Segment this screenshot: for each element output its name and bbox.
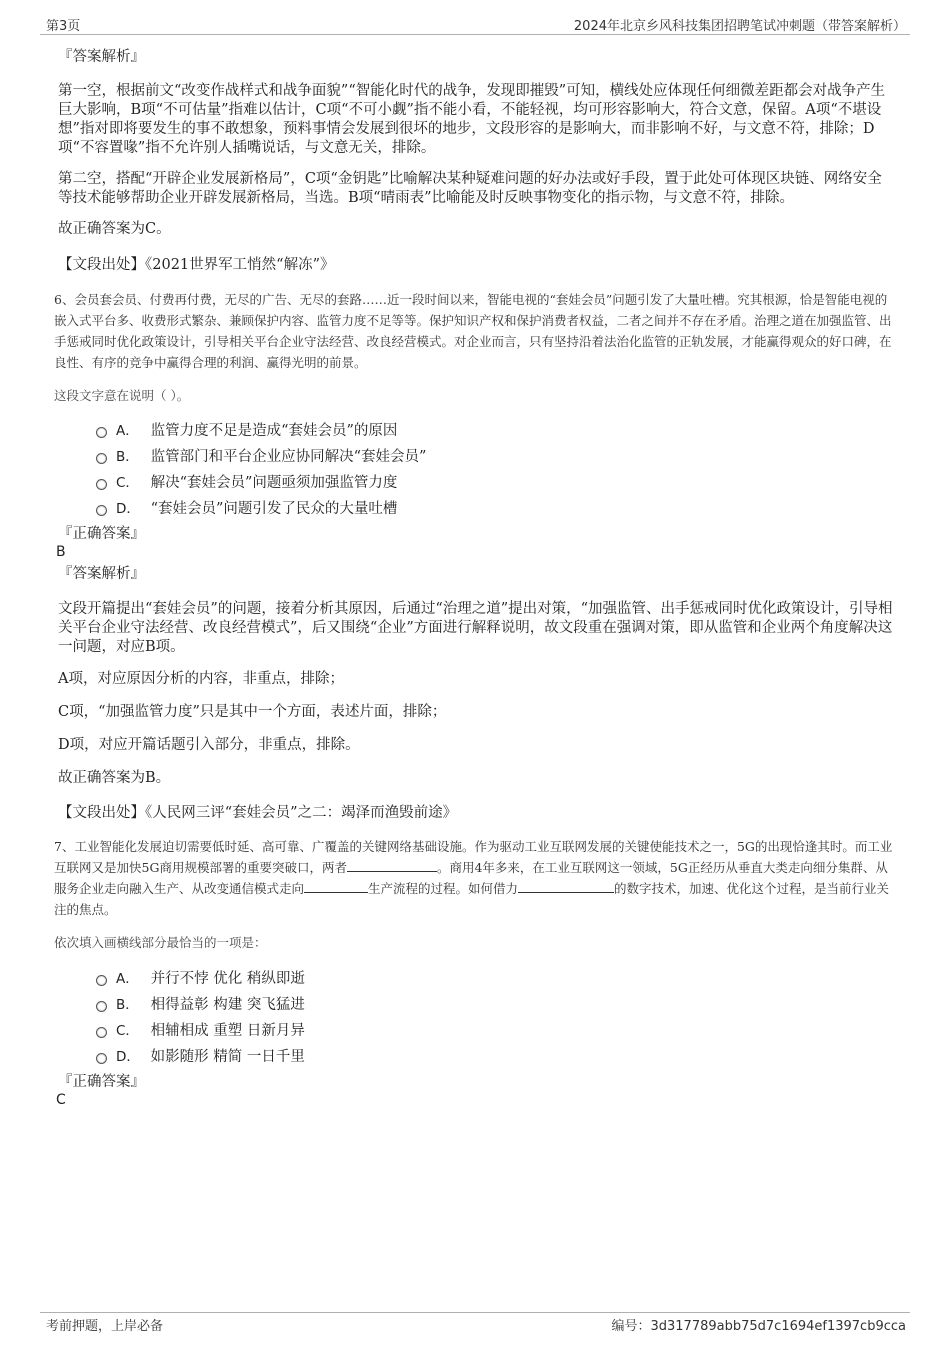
q7-blank-3 xyxy=(518,878,614,893)
page-number: 第3页 xyxy=(46,19,81,34)
q6-analysis-title: 『答案解析』 xyxy=(58,566,145,582)
radio-icon[interactable] xyxy=(96,975,107,986)
radio-icon[interactable] xyxy=(96,1053,107,1064)
option-text: 相得益彰 构建 突飞猛进 xyxy=(150,997,305,1013)
q6-options xyxy=(58,418,898,522)
option-text: “套娃会员”问题引发了民众的大量吐槽 xyxy=(150,501,398,517)
q5-analysis-para1: 第一空，根据前文“改变作战样式和战争面貌”“智能化时代的战争，发现即摧毁”可知，横线处应体现任何细微差距都会对战争产生巨大影响，B项“不可估量”指难以估计，C项“不可小觑”指不能小看，不能轻视，均可形容影响大，符合文意，保留。A项“不堪设想”指对即将要发生的事不敢想象，预料事情会发展到很坏的地步，文段形容的是影响大，而非影响不好，与文意不符，排除；D项“不容置喙”指不允许别人插嘴说话，与文意无关，排除。 xyxy=(58,83,886,156)
option-text: 相辅相成 重塑 日新月异 xyxy=(150,1023,305,1039)
radio-icon[interactable] xyxy=(96,479,107,490)
q5-analysis-title: 『答案解析』 xyxy=(58,49,145,65)
document-title: 2024年北京乡风科技集团招聘笔试冲刺题（带答案解析） xyxy=(573,19,906,34)
page-footer xyxy=(40,1312,910,1334)
q6-conclusion: 故正确答案为B。 xyxy=(58,770,171,786)
q7-stem-part1: 7、工业智能化发展迫切需要低时延、高可靠、广覆盖的关键网络基础设施。作为驱动工业互联网发展的关键使能技术之一，5G的出现恰逢其时。而工业互联网又是加快5G商用规模部署的重要突破口，两者 xyxy=(54,839,893,875)
q5-source: 【文段出处】《2021世界军工悄然“解冻”》 xyxy=(58,257,335,273)
radio-icon[interactable] xyxy=(96,1027,107,1038)
q6-option-d[interactable] xyxy=(58,496,898,522)
q6-analysis-d: D项，对应开篇话题引入部分，非重点，排除。 xyxy=(58,737,360,753)
q6-analysis-para1: 文段开篇提出“套娃会员”的问题，接着分析其原因，后通过“治理之道”提出对策，“加强监管、出手惩戒同时优化政策设计，引导相关平台企业守法经营、改良经营模式”，后又围绕“企业”方面进行解释说明，故文段重在强调对策，即从监管和企业两个角度解决这一问题，对应B项。 xyxy=(58,601,893,655)
q7-options xyxy=(58,966,898,1070)
option-text: 解决“套娃会员”问题亟须加强监管力度 xyxy=(150,475,398,491)
q7-ask: 依次填入画横线部分最恰当的一项是： xyxy=(54,935,267,950)
q7-stem xyxy=(54,836,897,920)
q7-blank-1 xyxy=(347,857,437,872)
q6-stem: 6、会员套会员、付费再付费，无尽的广告、无尽的套路……近一段时间以来，智能电视的“套娃会员”问题引发了大量吐槽。究其根源，恰是智能电视的嵌入式平台多、收费形式繁杂、兼顾保护内容、监管力度不足等等。保护知识产权和保护消费者权益，二者之间并不存在矛盾。治理之道在加强监管、出手惩戒同时优化政策设计，引导相关平台企业守法经营、改良经营模式。对企业而言，只有坚持沿着法治化监管的正轨发展，才能赢得观众的好口碑，在良性、有序的竞争中赢得合理的利润、赢得光明的前景。 xyxy=(54,292,892,370)
q6-analysis-a: A项，对应原因分析的内容，非重点，排除； xyxy=(58,671,344,687)
footer-slogan: 考前押题，上岸必备 xyxy=(46,1319,164,1334)
option-label: A． xyxy=(116,423,139,439)
q7-option-b[interactable] xyxy=(58,992,898,1018)
option-text: 监管力度不足是造成“套娃会员”的原因 xyxy=(150,423,398,439)
option-text: 如影随形 精简 一日千里 xyxy=(150,1049,305,1065)
option-text: 监管部门和平台企业应协同解决“套娃会员” xyxy=(150,449,427,465)
q6-ask: 这段文字意在说明（ ）。 xyxy=(54,388,190,403)
option-label: C． xyxy=(116,1023,139,1039)
q5-conclusion: 故正确答案为C。 xyxy=(58,221,171,237)
q6-analysis-c: C项，“加强监管力度”只是其中一个方面，表述片面，排除； xyxy=(58,704,447,720)
option-text: 并行不悖 优化 稍纵即逝 xyxy=(150,971,305,987)
q7-option-a[interactable] xyxy=(58,966,898,992)
q6-option-a[interactable] xyxy=(58,418,898,444)
option-label: B． xyxy=(116,997,139,1013)
q7-stem-part3: 生产流程的过程。如何借力 xyxy=(368,881,519,896)
page-header xyxy=(40,14,910,35)
radio-icon[interactable] xyxy=(96,505,107,516)
document-id: 编号：3d317789abb75d7c1694ef1397cb9cca xyxy=(611,1319,906,1334)
radio-icon[interactable] xyxy=(96,453,107,464)
q6-answer-title: 『正确答案』 xyxy=(58,526,145,542)
q7-blank-2 xyxy=(304,878,368,893)
q7-stem-part2: 。商用4年多来，在工业互联网这一领域，5G正经历从垂直大类走向细分集群、从服务企业走向融入生产、从改变通信模式走向 xyxy=(54,860,888,896)
q7-option-d[interactable] xyxy=(58,1044,898,1070)
option-label: D． xyxy=(116,1049,140,1065)
option-label: C． xyxy=(116,475,139,491)
q6-answer: B xyxy=(56,544,66,560)
option-label: D． xyxy=(116,501,140,517)
option-label: A． xyxy=(116,971,139,987)
q7-answer: C xyxy=(56,1092,66,1108)
q6-option-c[interactable] xyxy=(58,470,898,496)
q6-option-b[interactable] xyxy=(58,444,898,470)
q7-answer-title: 『正确答案』 xyxy=(58,1074,145,1090)
q7-stem-part4: 的数字技术，加速、优化这个过程，是当前行业关注的焦点。 xyxy=(54,881,890,917)
q7-option-c[interactable] xyxy=(58,1018,898,1044)
radio-icon[interactable] xyxy=(96,1001,107,1012)
q6-source: 【文段出处】《人民网三评“套娃会员”之二：竭泽而渔毁前途》 xyxy=(58,805,458,821)
option-label: B． xyxy=(116,449,139,465)
q5-analysis-para2: 第二空，搭配“开辟企业发展新格局”，C项“金钥匙”比喻解决某种疑难问题的好办法或好手段，置于此处可体现区块链、网络安全等技术能够帮助企业开辟发展新格局，当选。B项“晴雨表”比喻能及时反映事物变化的指示物，与文意不符，排除。 xyxy=(58,171,882,206)
radio-icon[interactable] xyxy=(96,427,107,438)
